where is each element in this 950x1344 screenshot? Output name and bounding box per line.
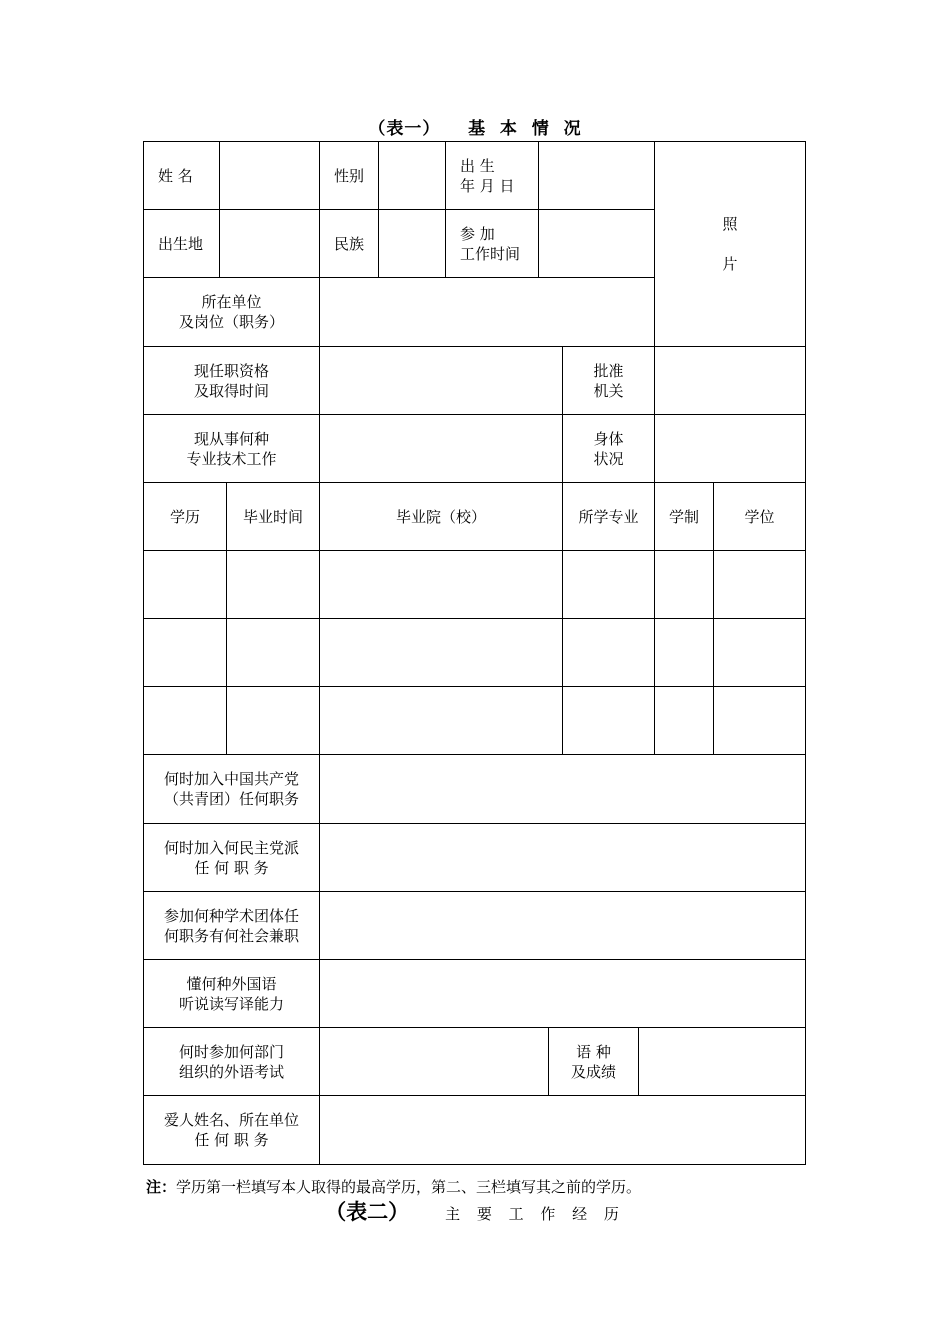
health-label: 身体 状况 <box>593 429 624 468</box>
edu-row-2-duration[interactable] <box>654 618 714 687</box>
edu-row-1-major[interactable] <box>562 550 655 619</box>
edu-row-3-duration[interactable] <box>654 686 714 755</box>
table1-title-main: 基 本 情 况 <box>468 119 582 139</box>
work-start-label: 参 加 工作时间 <box>460 224 521 263</box>
edu-row-3-major[interactable] <box>562 686 655 755</box>
party-join-label: 何时加入中国共产党 （共青团）任何职务 <box>163 770 299 808</box>
approval-authority-field[interactable] <box>654 346 806 415</box>
tech-work-label-cell <box>143 414 320 483</box>
democratic-party-label-cell <box>143 823 320 892</box>
birth-date-label: 出 生 年 月 日 <box>460 156 515 195</box>
name-label: 姓 名 <box>158 166 193 185</box>
qualification-field[interactable] <box>319 346 563 415</box>
party-join-label-cell <box>143 754 320 824</box>
edu-row-3-school[interactable] <box>319 686 563 755</box>
language-exam-field[interactable] <box>319 1027 549 1096</box>
approval-authority-label-cell <box>562 346 655 415</box>
work-start-label-cell <box>445 209 539 278</box>
language-exam-label: 何时参加何部门 组织的外语考试 <box>178 1042 284 1081</box>
ethnicity-label: 民族 <box>334 234 365 253</box>
gender-label: 性别 <box>334 166 365 185</box>
photo-label: 照 片 <box>722 215 738 273</box>
footnote-prefix: 注： <box>146 1178 177 1196</box>
edu-header-graduation-time: 毕业时间 <box>226 482 320 551</box>
table1-title-prefix: （表一） <box>368 119 441 139</box>
unit-position-label: 所在单位 及岗位（职务） <box>178 293 284 331</box>
qualification-label: 现任职资格 及取得时间 <box>193 361 269 400</box>
edu-row-2-degree-level[interactable] <box>143 618 227 687</box>
birthplace-label: 出生地 <box>158 234 204 253</box>
footnote-text: 学历第一栏填写本人取得的最高学历，第二、三栏填写其之前的学历。 <box>176 1178 642 1196</box>
edu-header-school: 毕业院（校） <box>319 482 563 551</box>
edu-header-degree: 学位 <box>713 482 806 551</box>
edu-header-major: 所学专业 <box>562 482 655 551</box>
edu-header-duration: 学制 <box>654 482 714 551</box>
tech-work-field[interactable] <box>319 414 563 483</box>
table2-title-prefix: （表二） <box>325 1199 410 1224</box>
birthplace-field[interactable] <box>219 209 320 278</box>
edu-header-degree-level: 学历 <box>143 482 227 551</box>
table1-title <box>0 114 950 139</box>
gender-field[interactable] <box>378 141 446 210</box>
edu-row-1-duration[interactable] <box>654 550 714 619</box>
table2-title <box>0 1196 950 1226</box>
democratic-party-field[interactable] <box>319 823 806 892</box>
language-exam-label-cell <box>143 1027 320 1096</box>
edu-row-3-graduation-time[interactable] <box>226 686 320 755</box>
ethnicity-field[interactable] <box>378 209 446 278</box>
ethnicity-label-cell <box>319 209 379 278</box>
academic-groups-label: 参加何种学术团体任 何职务有何社会兼职 <box>163 906 299 945</box>
spouse-field[interactable] <box>319 1095 806 1165</box>
edu-row-2-graduation-time[interactable] <box>226 618 320 687</box>
academic-groups-label-cell <box>143 891 320 960</box>
edu-row-3-degree[interactable] <box>713 686 806 755</box>
edu-row-2-degree[interactable] <box>713 618 806 687</box>
name-label-cell <box>143 141 220 210</box>
foreign-language-field[interactable] <box>319 959 806 1028</box>
name-field[interactable] <box>219 141 320 210</box>
unit-position-field[interactable] <box>319 277 655 347</box>
academic-groups-field[interactable] <box>319 891 806 960</box>
tech-work-label: 现从事何种 专业技术工作 <box>186 429 277 468</box>
edu-row-1-degree-level[interactable] <box>143 550 227 619</box>
edu-row-1-degree[interactable] <box>713 550 806 619</box>
health-field[interactable] <box>654 414 806 483</box>
work-start-field[interactable] <box>538 209 655 278</box>
approval-authority-label: 批准 机关 <box>593 361 624 400</box>
party-join-field[interactable] <box>319 754 806 824</box>
qualification-label-cell <box>143 346 320 415</box>
edu-row-2-major[interactable] <box>562 618 655 687</box>
language-score-field[interactable] <box>638 1027 806 1096</box>
birth-date-label-cell <box>445 141 539 210</box>
table2-title-main: 主 要 工 作 经 历 <box>445 1205 625 1223</box>
birth-date-field[interactable] <box>538 141 655 210</box>
language-score-label-cell <box>548 1027 639 1096</box>
edu-row-3-degree-level[interactable] <box>143 686 227 755</box>
spouse-label: 爱人姓名、所在单位 任 何 职 务 <box>163 1111 299 1149</box>
spouse-label-cell <box>143 1095 320 1165</box>
foreign-language-label-cell <box>143 959 320 1028</box>
unit-position-label-cell <box>143 277 320 347</box>
democratic-party-label: 何时加入何民主党派 任 何 职 务 <box>163 838 299 877</box>
foreign-language-label: 懂何种外国语 听说读写译能力 <box>178 974 284 1013</box>
gender-label-cell <box>319 141 379 210</box>
edu-row-2-school[interactable] <box>319 618 563 687</box>
health-label-cell <box>562 414 655 483</box>
photo-area[interactable] <box>654 141 806 347</box>
footnote <box>146 1176 641 1197</box>
birthplace-label-cell <box>143 209 220 278</box>
language-score-label: 语 种 及成绩 <box>570 1042 616 1081</box>
edu-row-1-graduation-time[interactable] <box>226 550 320 619</box>
edu-row-1-school[interactable] <box>319 550 563 619</box>
